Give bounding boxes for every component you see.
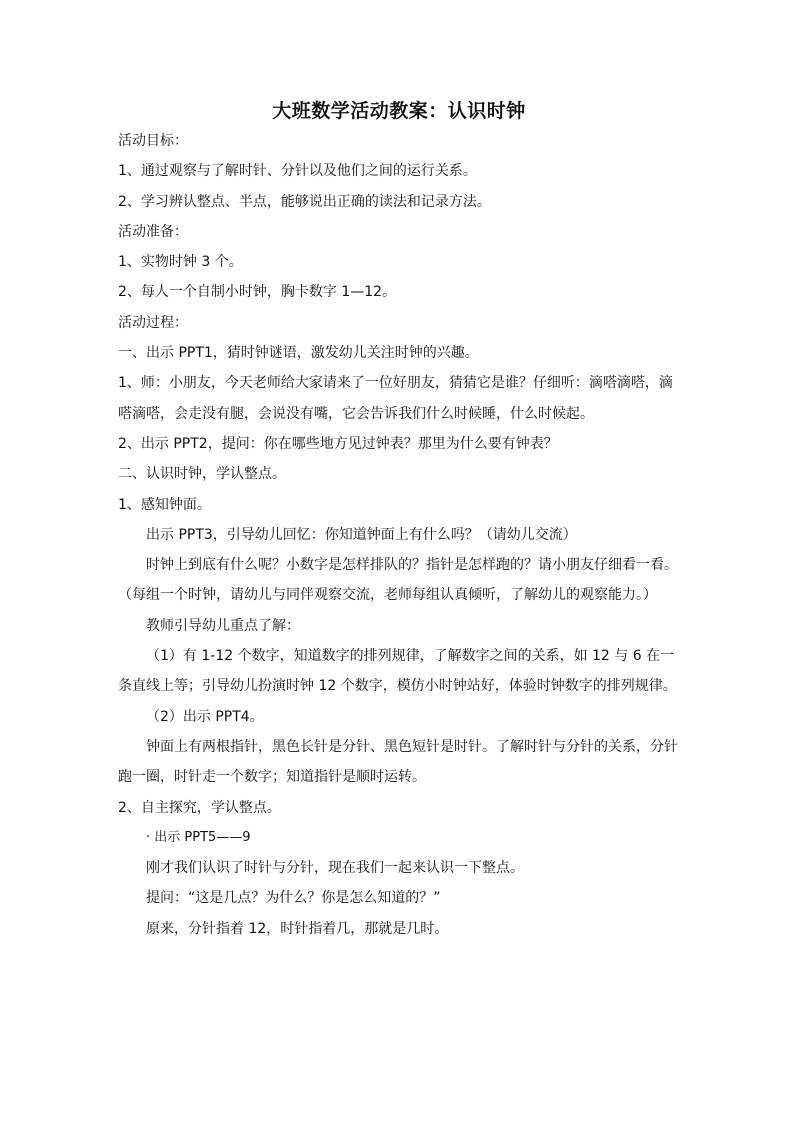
paragraph-clock-observe: 时钟上到底有什么呢？小数字是怎样排队的？指针是怎样跑的？请小朋友仔细看一看。（每组一个时钟，请幼儿与同伴观察交流，老师每组认真倾听，了解幼儿的观察能力。） [118,557,678,604]
paragraph-question: 提问：“这是几点？为什么？你是怎么知道的？” [146,890,441,907]
process-step-2-1: 1、感知钟面。 [118,496,211,513]
paragraph-hands: 钟面上有两根指针，黑色长针是分针、黑色短针是时针。了解时针与分针的关系，分针跑一圈，时针走一个数字；知道指针是顺时运转。 [118,738,678,786]
paragraph-intro-whole-hour: 刚才我们认识了时针与分针，现在我们一起来认识一下整点。 [146,860,524,877]
paragraph-ppt3: 出示 PPT3，引导幼儿回忆：你知道钟面上有什么吗？（请幼儿交流） [146,526,577,543]
paragraph-point-1: （1）有 1-12 个数字，知道数字的排列规律，了解数字之间的关系，如 12 与 6 在一条直线上等；引导幼儿扮演时钟 12 个数字，模仿小时钟站好，体验时钟数字的排列规律。 [118,648,677,695]
process-step-2: 二、认识时钟，学认整点。 [118,466,286,483]
section-heading-goals: 活动目标： [118,133,188,149]
paragraph-point-2: （2）出示 PPT4。 [146,708,264,725]
section-heading-process: 活动过程： [118,314,188,331]
document-title: 大班数学活动教案：认识时钟 [272,100,526,122]
goal-item-2: 2、学习辨认整点、半点，能够说出正确的读法和记录方法。 [118,193,491,210]
process-step-1: 一、出示 PPT1，猜时钟谜语，激发幼儿关注时钟的兴趣。 [118,345,479,362]
preparation-item-1: 1、实物时钟 3 个。 [118,254,243,271]
goal-item-1: 1、通过观察与了解时针、分针以及他们之间的运行关系。 [118,163,477,180]
paragraph-teacher-guide: 教师引导幼儿重点了解： [146,617,300,634]
paragraph-conclusion: 原来，分针指着 12，时针指着几，那就是几时。 [146,920,449,937]
document-page [118,96,680,944]
process-step-2-2: 2、自主探究，学认整点。 [118,799,281,816]
process-step-1-2: 2、出示 PPT2，提问：你在哪些地方见过钟表？那里为什么要有钟表？ [118,435,558,452]
preparation-item-2: 2、每人一个自制小时钟，胸卡数字 1—12。 [118,284,397,301]
section-heading-preparation: 活动准备： [118,223,188,240]
paragraph-ppt5-9: · 出示 PPT5——9 [146,829,251,845]
process-step-1-1: 1、师：小朋友，今天老师给大家请来了一位好朋友，猜猜它是谁？仔细听：滴嗒滴嗒，滴嗒滴嗒，会走没有腿，会说没有嘴，它会告诉我们什么时候睡，什么时候起。 [118,375,673,422]
